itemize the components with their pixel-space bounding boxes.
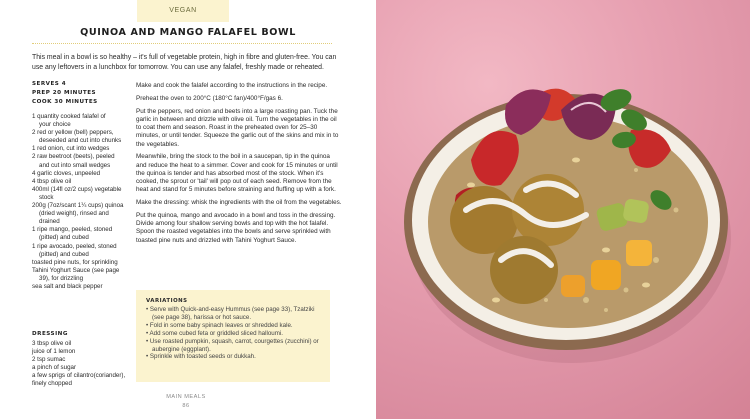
ingredient-text-continued: your choice: [39, 121, 71, 129]
method-step: Preheat the oven to 200°C (180°C fan)/400°F/gas 6.: [136, 94, 283, 102]
ingredient-item: [32, 340, 132, 348]
variation-item: • Sprinkle with toasted seeds or dukkah.: [146, 353, 256, 361]
ingredient-text: 4 tbsp olive oil: [32, 177, 72, 185]
ingredient-text: 4 garlic cloves, unpeeled: [32, 169, 101, 177]
method-step: Meanwhile, bring the stock to the boil in a saucepan, tip in the quinoa and reduce the heat to a simmer. Cover and cook for 15 minutes or until the quinoa is tender and has absorbed most of the stock. When it's cooked, the sprout or 'tail' will pop out of each seed. Remove from the heat and stand for 5 minutes before straining and fluffing up with a fork.: [136, 153, 338, 194]
ingredient-text: 1 red onion, cut into wedges: [32, 145, 110, 153]
ingredient-item: [32, 348, 132, 356]
ingredient-item: [32, 283, 130, 291]
serves-label: SERVES 4: [32, 81, 67, 87]
ingredient-text: sea salt and black pepper: [32, 282, 103, 290]
ingredient-text-continued: (pitted) and cubed: [39, 234, 89, 242]
ingredient-text-continued: deseeded and cut into chunks: [39, 137, 122, 145]
mango-cube: [561, 275, 585, 297]
variations-list: [146, 306, 320, 361]
variation-item: • Add some cubed feta or griddled sliced halloumi.: [146, 329, 283, 337]
ingredient-text-continued: stock: [39, 193, 54, 201]
dressing-list: [32, 340, 132, 389]
mango-cube: [626, 240, 652, 266]
ingredient-text: a pinch of sugar: [32, 364, 77, 372]
ingredient-item: [32, 170, 130, 178]
ingredient-item: [32, 243, 130, 259]
ingredient-text: juice of 1 lemon: [32, 348, 76, 356]
method-steps: [136, 82, 342, 249]
page-footer: [146, 393, 226, 411]
ingredient-text: 1 ripe avocado, peeled, stoned: [32, 242, 117, 250]
ingredient-item: [32, 113, 130, 129]
method-step: Put the peppers, red onion and beets into a large roasting pan. Tuck the garlic in between and drizzle with olive oil. Turn the vegetables in the oil to coat them and season. Roast in the preheated oven for 25–30 minutes, or until tender. Squeeze the garlic out of the skins and mix in to the vegetables.: [136, 107, 339, 148]
ingredient-item: [32, 226, 130, 242]
prep-time: PREP 20 MINUTES: [32, 90, 97, 96]
page-number: 86: [182, 403, 190, 409]
ingredient-text-continued: and cut into small wedges: [39, 161, 111, 169]
ingredient-text-continued: 39), for drizzling: [39, 274, 84, 282]
recipe-intro: [32, 53, 338, 72]
mango-cube: [591, 260, 621, 290]
ingredient-text: 2 raw beetroot (beets), peeled: [32, 153, 115, 161]
dressing-heading: DRESSING: [32, 331, 68, 337]
ingredient-item: [32, 186, 130, 202]
ingredient-item: [32, 178, 130, 186]
falafel-bowl-photo: [376, 0, 750, 419]
variations-heading: VARIATIONS: [146, 298, 188, 304]
title-divider: [32, 43, 332, 44]
ingredient-text: a few sprigs of cilantro: [32, 372, 94, 380]
ingredient-item: [32, 202, 130, 226]
ingredient-item: [32, 145, 130, 153]
ingredient-item: [32, 129, 130, 145]
section-label: MAIN MEALS: [166, 394, 206, 400]
ingredient-item: [32, 259, 130, 267]
ingredient-item: [32, 364, 132, 372]
intro-line: use any leftovers in a lunchbox for tomorrow. You can use any falafel, freshly made or reheated.: [32, 63, 324, 71]
method-step: Make the dressing: whisk the ingredients with the oil from the vegetables.: [136, 199, 342, 206]
ingredient-item: [32, 267, 130, 283]
ingredient-text: 2 tsp sumac: [32, 356, 66, 364]
ingredient-text: Tahini Yoghurt Sauce (see page: [32, 266, 120, 274]
ingredient-text: toasted pine nuts, for sprinkling: [32, 258, 118, 266]
intro-line: This meal in a bowl is so healthy – it's full of vegetable protein, high in fibre and gluten-free. You can: [32, 54, 337, 61]
variation-item: • Fold in some baby spinach leaves or shredded kale.: [146, 321, 293, 329]
ingredient-text-continued: drained: [39, 218, 60, 226]
method-step: Make and cook the falafel according to the instructions in the recipe.: [136, 82, 328, 89]
variation-item: • Serve with Quick-and-easy Hummus (see page 33), Tzatziki (see page 38), harissa or hot sauce.: [146, 306, 315, 321]
recipe-meta: [32, 80, 98, 107]
ingredient-text: 2 red or yellow (bell) peppers,: [32, 129, 114, 137]
falafel: [490, 236, 558, 304]
variations-box: [136, 290, 330, 382]
category-tag: VEGAN: [137, 0, 229, 22]
ingredient-item: [32, 356, 132, 364]
ingredient-item: [32, 372, 132, 388]
ingredient-text: 1 ripe mango, peeled, stoned: [32, 226, 113, 234]
ingredient-item: [32, 153, 130, 169]
ingredient-text-continued: (pitted) and cubed: [39, 250, 89, 258]
ingredient-text: 200g (7oz/scant 1¼ cups) quinoa: [32, 202, 124, 210]
method-step: Put the quinoa, mango and avocado in a bowl and toss in the dressing. Divide among four shallow serving bowls and top with the hot falafel. Spoon the roasted vegetables into the bowls and serve sprinkled with toasted pine nuts and drizzled with Tahini Yoghurt Sauce.: [136, 211, 336, 244]
ingredient-text: 1 quantity cooked falafel of: [32, 113, 106, 120]
ingredient-text-continued: (coriander), finely chopped: [32, 372, 126, 388]
avocado-cube: [622, 198, 649, 224]
recipe-title: QUINOA AND MANGO FALAFEL BOWL: [80, 27, 296, 38]
ingredients-list: [32, 113, 130, 291]
ingredient-text-continued: (dried weight), rinsed and: [39, 210, 109, 218]
ingredient-text: 3 tbsp olive oil: [32, 340, 72, 347]
photo-page: [376, 0, 750, 419]
cook-time: COOK 30 MINUTES: [32, 99, 98, 105]
ingredient-text: 400ml (14fl oz/2 cups) vegetable: [32, 185, 122, 193]
variation-item: • Use roasted pumpkin, squash, carrot, courgettes (zucchini) or aubergine (eggplant).: [146, 337, 319, 353]
